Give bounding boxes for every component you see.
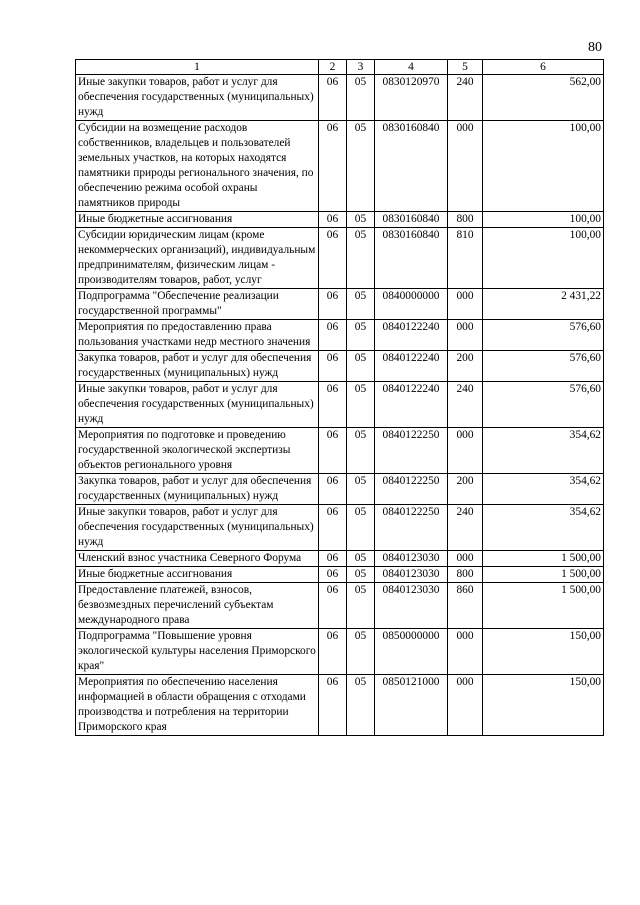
row-expense-type-cell: 000: [448, 629, 483, 675]
row-target-article-cell: 0840122240: [375, 351, 448, 382]
row-name-cell: Мероприятия по обеспечению населения информацией в области обращения с отходами производства и потребления на территории Приморского края: [76, 675, 319, 736]
row-subsection-cell: 05: [347, 75, 375, 121]
budget-table: [75, 59, 604, 736]
row-expense-type-cell: 860: [448, 583, 483, 629]
row-expense-type-cell: 000: [448, 551, 483, 567]
row-expense-type-cell: 240: [448, 382, 483, 428]
table-row: [76, 121, 604, 212]
row-target-article-cell: 0850121000: [375, 675, 448, 736]
row-target-article-cell: 0830160840: [375, 212, 448, 228]
row-name-cell: Иные бюджетные ассигнования: [76, 567, 319, 583]
row-name-cell: Субсидии юридическим лицам (кроме некоммерческих организаций), индивидуальным предпринимателям, физическим лицам - производителям товаров, работ, услуг: [76, 228, 319, 289]
row-section-cell: 06: [319, 551, 347, 567]
table-row: [76, 567, 604, 583]
row-name-cell: Закупка товаров, работ и услуг для обеспечения государственных (муниципальных) нужд: [76, 351, 319, 382]
row-amount-cell: 562,00: [483, 75, 604, 121]
row-amount-cell: 354,62: [483, 428, 604, 474]
table-row: [76, 675, 604, 736]
table-row: [76, 551, 604, 567]
table-row: [76, 320, 604, 351]
table-row: [76, 583, 604, 629]
row-section-cell: 06: [319, 629, 347, 675]
row-name-cell: Иные закупки товаров, работ и услуг для обеспечения государственных (муниципальных) нужд: [76, 505, 319, 551]
row-amount-cell: 2 431,22: [483, 289, 604, 320]
row-subsection-cell: 05: [347, 629, 375, 675]
row-name-cell: Подпрограмма "Обеспечение реализации государственной программы": [76, 289, 319, 320]
row-name-cell: Предоставление платежей, взносов, безвозмездных перечислений субъектам международного права: [76, 583, 319, 629]
row-amount-cell: 100,00: [483, 121, 604, 212]
table-row: [76, 351, 604, 382]
table-header-row: [76, 60, 604, 75]
header-cell: 1: [76, 60, 319, 75]
row-name-cell: Мероприятия по подготовке и проведению государственной экологической экспертизы объектов регионального уровня: [76, 428, 319, 474]
table-row: [76, 505, 604, 551]
row-amount-cell: 354,62: [483, 474, 604, 505]
row-amount-cell: 100,00: [483, 212, 604, 228]
row-subsection-cell: 05: [347, 382, 375, 428]
header-cell: 6: [483, 60, 604, 75]
row-expense-type-cell: 240: [448, 75, 483, 121]
table-row: [76, 228, 604, 289]
row-expense-type-cell: 200: [448, 474, 483, 505]
row-name-cell: Подпрограмма "Повышение уровня экологической культуры населения Приморского края": [76, 629, 319, 675]
row-amount-cell: 576,60: [483, 351, 604, 382]
row-section-cell: 06: [319, 428, 347, 474]
row-section-cell: 06: [319, 121, 347, 212]
row-subsection-cell: 05: [347, 212, 375, 228]
table-row: [76, 382, 604, 428]
row-subsection-cell: 05: [347, 228, 375, 289]
header-cell: 2: [319, 60, 347, 75]
row-section-cell: 06: [319, 212, 347, 228]
row-target-article-cell: 0840000000: [375, 289, 448, 320]
row-subsection-cell: 05: [347, 289, 375, 320]
row-subsection-cell: 05: [347, 505, 375, 551]
row-amount-cell: 576,60: [483, 382, 604, 428]
row-target-article-cell: 0840122250: [375, 505, 448, 551]
row-subsection-cell: 05: [347, 567, 375, 583]
row-name-cell: Субсидии на возмещение расходов собственников, владельцев и пользователей земельных участков, на которых находятся памятники природы регионального значения, по обеспечению режима особой охраны памятников природы: [76, 121, 319, 212]
row-target-article-cell: 0830120970: [375, 75, 448, 121]
row-name-cell: Мероприятия по предоставлению права пользования участками недр местного значения: [76, 320, 319, 351]
row-expense-type-cell: 200: [448, 351, 483, 382]
row-target-article-cell: 0840123030: [375, 551, 448, 567]
row-target-article-cell: 0830160840: [375, 121, 448, 212]
row-subsection-cell: 05: [347, 121, 375, 212]
row-subsection-cell: 05: [347, 351, 375, 382]
row-subsection-cell: 05: [347, 474, 375, 505]
row-expense-type-cell: 800: [448, 212, 483, 228]
table-row: [76, 629, 604, 675]
row-expense-type-cell: 000: [448, 121, 483, 212]
row-target-article-cell: 0840122240: [375, 382, 448, 428]
page-number: 80: [588, 40, 602, 55]
row-subsection-cell: 05: [347, 583, 375, 629]
row-expense-type-cell: 000: [448, 428, 483, 474]
row-name-cell: Иные закупки товаров, работ и услуг для обеспечения государственных (муниципальных) нужд: [76, 382, 319, 428]
row-amount-cell: 354,62: [483, 505, 604, 551]
row-expense-type-cell: 000: [448, 289, 483, 320]
table-row: [76, 75, 604, 121]
table-row: [76, 428, 604, 474]
row-amount-cell: 1 500,00: [483, 567, 604, 583]
row-amount-cell: 150,00: [483, 675, 604, 736]
row-subsection-cell: 05: [347, 320, 375, 351]
row-amount-cell: 576,60: [483, 320, 604, 351]
row-section-cell: 06: [319, 351, 347, 382]
row-target-article-cell: 0840122250: [375, 474, 448, 505]
row-expense-type-cell: 000: [448, 320, 483, 351]
row-section-cell: 06: [319, 289, 347, 320]
row-amount-cell: 150,00: [483, 629, 604, 675]
header-cell: 4: [375, 60, 448, 75]
row-target-article-cell: 0840122250: [375, 428, 448, 474]
row-section-cell: 06: [319, 474, 347, 505]
row-expense-type-cell: 800: [448, 567, 483, 583]
row-target-article-cell: 0840123030: [375, 583, 448, 629]
row-target-article-cell: 0840123030: [375, 567, 448, 583]
row-amount-cell: 1 500,00: [483, 551, 604, 567]
row-section-cell: 06: [319, 382, 347, 428]
row-target-article-cell: 0830160840: [375, 228, 448, 289]
row-amount-cell: 1 500,00: [483, 583, 604, 629]
row-expense-type-cell: 810: [448, 228, 483, 289]
row-expense-type-cell: 240: [448, 505, 483, 551]
row-section-cell: 06: [319, 320, 347, 351]
row-amount-cell: 100,00: [483, 228, 604, 289]
row-name-cell: Закупка товаров, работ и услуг для обеспечения государственных (муниципальных) нужд: [76, 474, 319, 505]
row-name-cell: Иные бюджетные ассигнования: [76, 212, 319, 228]
row-name-cell: Членский взнос участника Северного Форума: [76, 551, 319, 567]
row-section-cell: 06: [319, 567, 347, 583]
row-subsection-cell: 05: [347, 428, 375, 474]
row-target-article-cell: 0840122240: [375, 320, 448, 351]
row-section-cell: 06: [319, 75, 347, 121]
row-section-cell: 06: [319, 228, 347, 289]
row-subsection-cell: 05: [347, 551, 375, 567]
header-cell: 5: [448, 60, 483, 75]
row-expense-type-cell: 000: [448, 675, 483, 736]
table-row: [76, 474, 604, 505]
table-row: [76, 289, 604, 320]
row-subsection-cell: 05: [347, 675, 375, 736]
row-name-cell: Иные закупки товаров, работ и услуг для обеспечения государственных (муниципальных) нужд: [76, 75, 319, 121]
row-section-cell: 06: [319, 505, 347, 551]
row-section-cell: 06: [319, 675, 347, 736]
header-cell: 3: [347, 60, 375, 75]
table-row: [76, 212, 604, 228]
row-target-article-cell: 0850000000: [375, 629, 448, 675]
row-section-cell: 06: [319, 583, 347, 629]
